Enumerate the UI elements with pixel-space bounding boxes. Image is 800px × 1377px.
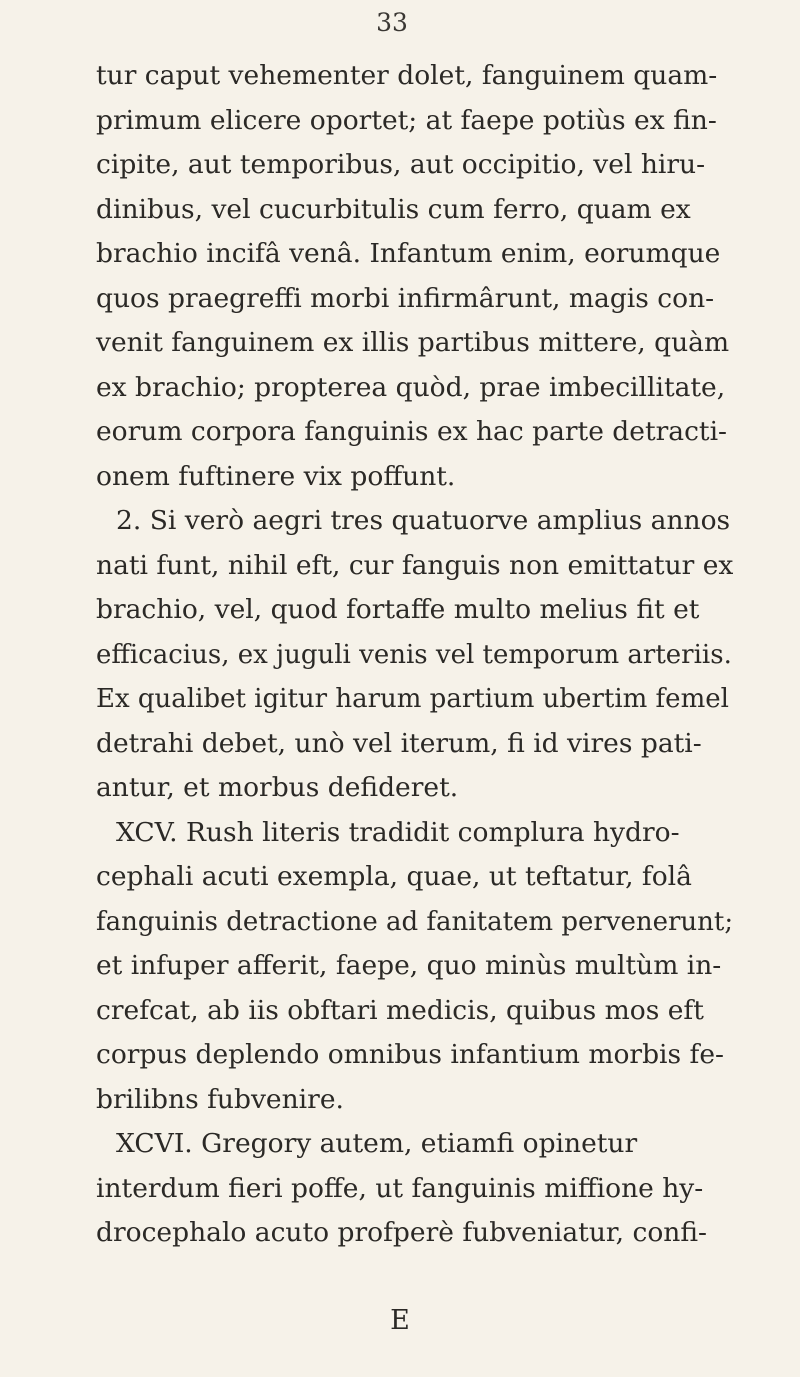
- signature-mark: E: [390, 1305, 410, 1336]
- text-line-10: onem fuftinere vix poffunt.: [96, 460, 456, 492]
- text-line-23: corpus deplendo omnibus infantium morbis fe-: [96, 1039, 724, 1070]
- text-line-17: antur, et morbus defideret.: [96, 772, 459, 803]
- text-line-20: fanguinis detractione ad fanitatem pervenerunt;: [96, 906, 734, 937]
- text-line-25: XCVI. Gregory autem, etiamfi opinetur: [116, 1128, 638, 1159]
- text-line-11: 2. Si verò aegri tres quatuorve amplius annos: [116, 505, 731, 536]
- text-line-15: Ex qualibet igitur harum partium ubertim femel: [96, 684, 729, 714]
- text-line-19: cephali acuti exempla, quae, ut teftatur, folâ: [96, 861, 692, 892]
- text-line-5: brachio incifâ venâ. Infantum enim, eorumque: [96, 238, 721, 269]
- page-number: 33: [376, 8, 408, 37]
- text-line-16: detrahi debet, unò vel iterum, fi id vires pati-: [96, 727, 702, 759]
- text-line-27: drocephalo acuto profperè fubveniatur, confi-: [96, 1217, 707, 1248]
- text-line-8: ex brachio; propterea quòd, prae imbecillitate,: [96, 371, 726, 403]
- text-line-6: quos praegreffi morbi infirmârunt, magis con-: [96, 282, 715, 314]
- text-line-1: tur caput vehementer dolet, fanguinem quam-: [96, 60, 718, 91]
- text-line-2: primum elicere oportet; at faepe potiùs ex fin-: [96, 104, 717, 136]
- body-text: [96, 54, 736, 1256]
- text-line-9: eorum corpora fanguinis ex hac parte detracti-: [96, 416, 727, 447]
- text-line-4: dinibus, vel cucurbitulis cum ferro, quam ex: [96, 193, 691, 225]
- text-line-21: et infuper afferit, faepe, quo minùs multùm in-: [96, 950, 722, 981]
- text-line-12: nati funt, nihil eft, cur fanguis non emittatur ex: [96, 549, 734, 581]
- text-line-13: brachio, vel, quod fortaffe multo melius fit et: [96, 594, 700, 625]
- text-line-14: efficacius, ex juguli venis vel temporum arteriis.: [96, 639, 732, 670]
- text-line-18: XCV. Rush literis tradidit complura hydro-: [116, 816, 680, 848]
- text-line-7: venit fanguinem ex illis partibus mittere, quàm: [96, 327, 730, 358]
- text-line-3: cipite, aut temporibus, aut occipitio, vel hiru-: [96, 149, 706, 180]
- text-line-26: interdum fieri poffe, ut fanguinis miffione hy-: [96, 1172, 704, 1204]
- text-line-24: brilibns fubvenire.: [96, 1083, 344, 1115]
- text-line-22: crefcat, ab iis obftari medicis, quibus mos eft: [96, 994, 704, 1026]
